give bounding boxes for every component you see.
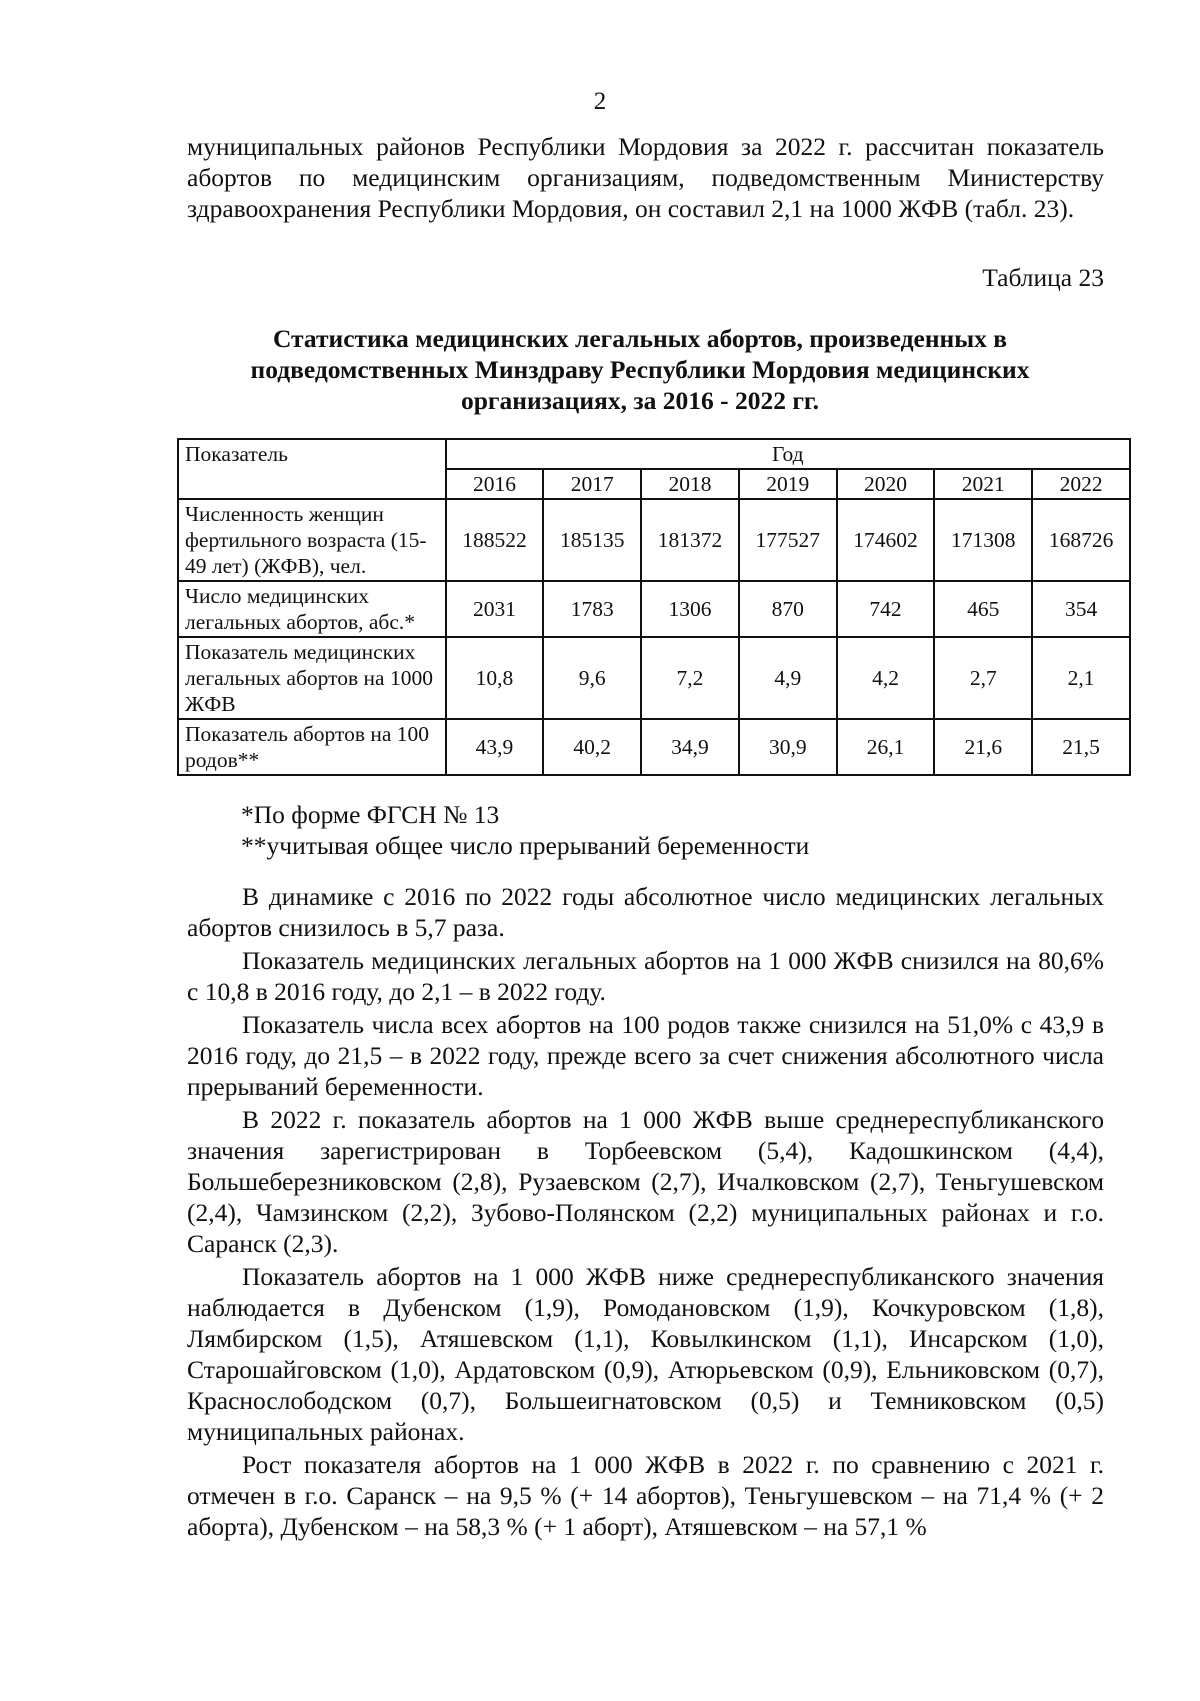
table-cell: 4,9 xyxy=(739,637,837,719)
table-cell: 2,7 xyxy=(934,637,1032,719)
table-cell: 177527 xyxy=(739,499,837,581)
table-cell: 168726 xyxy=(1032,499,1130,581)
table-cell: 185135 xyxy=(543,499,641,581)
table-row xyxy=(178,637,1130,719)
row-label: Показатель абортов на 100 родов** xyxy=(178,719,446,775)
year-cell: 2021 xyxy=(934,469,1032,499)
year-cell: 2022 xyxy=(1032,469,1130,499)
table-cell: 870 xyxy=(739,581,837,637)
table-cell: 9,6 xyxy=(543,637,641,719)
paragraph: Показатель абортов на 1 000 ЖФВ ниже среднереспубликанского значения наблюдается в Дубенском (1,9), Ромодановском (1,9), Кочкуровском (1,8), Лямбирском (1,5), Атяшевском (1,1), Ковылкинском (1,1), Инсарском (1,0), Старошайговском (1,0), Ардатовском (0,9), Атюрьевском (0,9), Ельниковском (0,7), Краснослободском (0,7), Большеигнатовском (0,5) и Темниковском (0,5) муниципальных районах. xyxy=(187,1262,1104,1446)
table-cell: 2,1 xyxy=(1032,637,1130,719)
year-cell: 2018 xyxy=(641,469,739,499)
table-cell: 1783 xyxy=(543,581,641,637)
table-cell: 1306 xyxy=(641,581,739,637)
paragraph: В динамике с 2016 по 2022 годы абсолютное число медицинских легальных абортов снизилось в 5,7 раза. xyxy=(187,882,1104,942)
table-cell: 171308 xyxy=(934,499,1032,581)
table-cell: 354 xyxy=(1032,581,1130,637)
table-cell: 174602 xyxy=(837,499,935,581)
page-number: 2 xyxy=(593,88,607,115)
table-cell: 7,2 xyxy=(641,637,739,719)
table-cell: 10,8 xyxy=(446,637,544,719)
table-cell: 26,1 xyxy=(837,719,935,775)
table-cell: 742 xyxy=(837,581,935,637)
row-label: Показатель медицинских легальных абортов на 1000 ЖФВ xyxy=(178,637,446,719)
footnotes xyxy=(241,799,809,861)
table-cell: 465 xyxy=(934,581,1032,637)
table-cell: 2031 xyxy=(446,581,544,637)
table-cell: 30,9 xyxy=(739,719,837,775)
table-cell: 21,5 xyxy=(1032,719,1130,775)
footnote: *По форме ФГСН № 13 xyxy=(241,800,500,829)
table-title: Статистика медицинских легальных абортов, произведенных в подведомственных Минздраву Республики Мордовия медицинских организациях, за 2016 - 2022 гг. xyxy=(250,324,1030,415)
paragraph: Показатель числа всех абортов на 100 родов также снизился на 51,0% с 43,9 в 2016 году, до 21,5 – в 2022 году, прежде всего за счет снижения абсолютного числа прерываний беременности. xyxy=(187,1010,1104,1101)
table-header-row xyxy=(178,439,1130,469)
year-cell: 2019 xyxy=(739,469,837,499)
table-cell: 34,9 xyxy=(641,719,739,775)
footnote: **учитывая общее число прерываний беременности xyxy=(241,831,810,860)
table-row xyxy=(178,499,1130,581)
table-cell: 21,6 xyxy=(934,719,1032,775)
table-cell: 188522 xyxy=(446,499,544,581)
paragraph: Показатель медицинских легальных абортов на 1 000 ЖФВ снизился на 80,6% с 10,8 в 2016 году, до 2,1 – в 2022 году. xyxy=(187,946,1104,1006)
intro-paragraph: муниципальных районов Республики Мордовия за 2022 г. рассчитан показатель абортов по медицинским организациям, подведомственным Министерству здравоохранения Республики Мордовия, он составил 2,1 на 1000 ЖФВ (табл. 23). xyxy=(187,132,1104,223)
header-indicator: Показатель xyxy=(178,439,446,499)
paragraph: В 2022 г. показатель абортов на 1 000 ЖФВ выше среднереспубликанского значения зарегистрирован в Торбеевском (5,4), Кадошкинском (4,4), Большеберезниковском (2,8), Рузаевском (2,7), Ичалковском (2,7), Теньгушевском (2,4), Чамзинском (2,2), Зубово-Полянском (2,2) муниципальных районах и г.о. Саранск (2,3). xyxy=(187,1105,1104,1258)
table-cell: 4,2 xyxy=(837,637,935,719)
table-cell: 181372 xyxy=(641,499,739,581)
row-label: Число медицинских легальных абортов, абс.* xyxy=(178,581,446,637)
year-cell: 2020 xyxy=(837,469,935,499)
table-row xyxy=(178,581,1130,637)
table-cell: 43,9 xyxy=(446,719,544,775)
statistics-table xyxy=(177,438,1131,776)
year-cell: 2016 xyxy=(446,469,544,499)
paragraph: Рост показателя абортов на 1 000 ЖФВ в 2022 г. по сравнению с 2021 г. отмечен в г.о. Саранск – на 9,5 % (+ 14 абортов), Теньгушевском – на 71,4 % (+ 2 аборта), Дубенском – на 58,3 % (+ 1 аборт), Атяшевском – на 57,1 % xyxy=(187,1450,1104,1541)
header-year: Год xyxy=(446,439,1130,469)
row-label: Численность женщин фертильного возраста (15-49 лет) (ЖФВ), чел. xyxy=(178,499,446,581)
table-cell: 40,2 xyxy=(543,719,641,775)
table-label: Таблица 23 xyxy=(982,263,1104,292)
table-row xyxy=(178,719,1130,775)
year-cell: 2017 xyxy=(543,469,641,499)
body-text xyxy=(187,881,1104,1544)
